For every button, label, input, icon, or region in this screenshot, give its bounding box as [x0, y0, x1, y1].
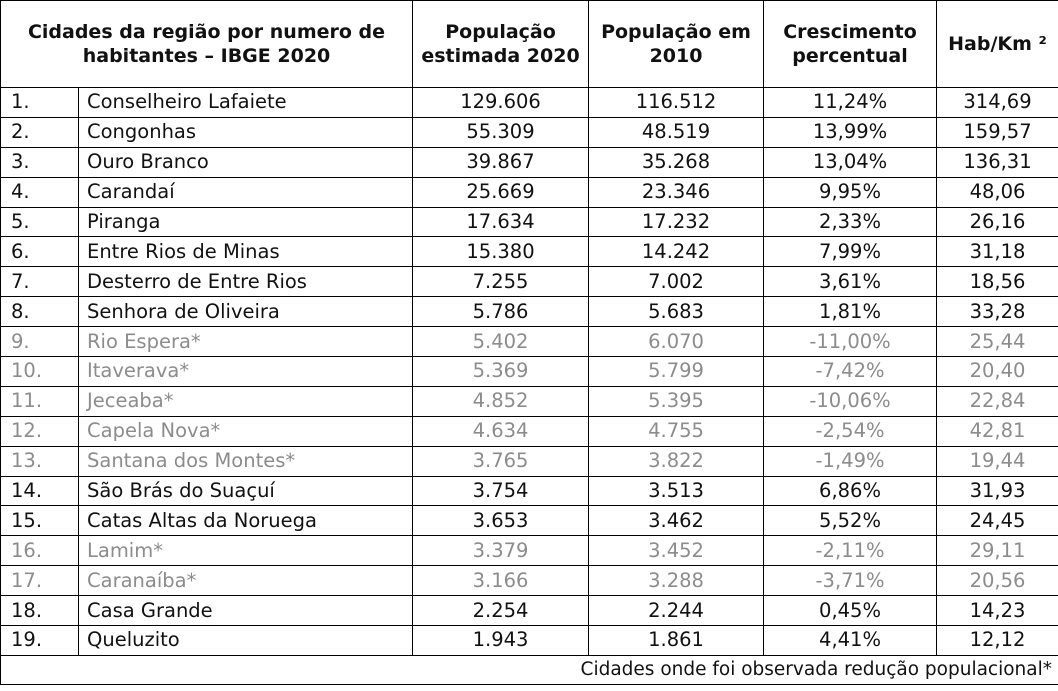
row-pop2020: 4.634 [413, 416, 589, 446]
row-growth: 4,41% [764, 626, 937, 656]
row-growth: 13,04% [764, 147, 937, 177]
table-row [1, 596, 1058, 626]
row-city: Desterro de Entre Rios [79, 267, 413, 297]
row-growth: -7,42% [764, 357, 937, 387]
row-pop2020: 3.379 [413, 536, 589, 566]
row-city: Senhora de Oliveira [79, 297, 413, 327]
table-row [1, 327, 1058, 357]
table-row [1, 147, 1058, 177]
row-city: Catas Altas da Noruega [79, 506, 413, 536]
row-pop2020: 7.255 [413, 267, 589, 297]
row-pop2020: 1.943 [413, 626, 589, 656]
row-pop2010: 48.519 [589, 117, 764, 147]
row-city: Capela Nova* [79, 416, 413, 446]
row-density: 31,18 [937, 237, 1058, 267]
row-pop2020: 55.309 [413, 117, 589, 147]
row-density: 136,31 [937, 147, 1058, 177]
row-city: Itaverava* [79, 357, 413, 387]
table-body [1, 88, 1058, 656]
row-city: Jeceaba* [79, 386, 413, 416]
row-pop2010: 17.232 [589, 207, 764, 237]
table-footer [1, 655, 1058, 684]
row-growth: -10,06% [764, 386, 937, 416]
row-pop2010: 3.513 [589, 476, 764, 506]
row-rank: 19. [1, 626, 79, 656]
row-rank: 8. [1, 297, 79, 327]
row-city: Casa Grande [79, 596, 413, 626]
row-pop2020: 129.606 [413, 88, 589, 118]
row-rank: 15. [1, 506, 79, 536]
row-density: 26,16 [937, 207, 1058, 237]
row-density: 314,69 [937, 88, 1058, 118]
table-header [1, 1, 1058, 88]
row-city: Congonhas [79, 117, 413, 147]
row-growth: -11,00% [764, 327, 937, 357]
row-growth: -3,71% [764, 566, 937, 596]
header-city: Cidades da região por numero de habitantes – IBGE 2020 [1, 1, 413, 88]
row-pop2010: 23.346 [589, 177, 764, 207]
table-row [1, 416, 1058, 446]
row-rank: 12. [1, 416, 79, 446]
row-growth: 6,86% [764, 476, 937, 506]
row-city: Rio Espera* [79, 327, 413, 357]
row-density: 12,12 [937, 626, 1058, 656]
row-density: 48,06 [937, 177, 1058, 207]
row-density: 20,40 [937, 357, 1058, 387]
footnote-row [1, 655, 1058, 684]
row-pop2010: 14.242 [589, 237, 764, 267]
row-pop2010: 4.755 [589, 416, 764, 446]
row-city: Piranga [79, 207, 413, 237]
row-growth: -1,49% [764, 446, 937, 476]
row-rank: 11. [1, 386, 79, 416]
row-rank: 2. [1, 117, 79, 147]
row-pop2010: 3.462 [589, 506, 764, 536]
row-density: 14,23 [937, 596, 1058, 626]
row-city: Conselheiro Lafaiete [79, 88, 413, 118]
row-pop2010: 5.799 [589, 357, 764, 387]
row-pop2010: 5.683 [589, 297, 764, 327]
row-city: Ouro Branco [79, 147, 413, 177]
row-density: 29,11 [937, 536, 1058, 566]
row-pop2010: 3.822 [589, 446, 764, 476]
header-pop2020: População estimada 2020 [413, 1, 589, 88]
row-pop2020: 17.634 [413, 207, 589, 237]
row-density: 25,44 [937, 327, 1058, 357]
table-row [1, 536, 1058, 566]
row-growth: 7,99% [764, 237, 937, 267]
row-pop2020: 3.653 [413, 506, 589, 536]
table-row [1, 626, 1058, 656]
row-growth: -2,54% [764, 416, 937, 446]
row-pop2020: 15.380 [413, 237, 589, 267]
row-density: 159,57 [937, 117, 1058, 147]
row-pop2020: 4.852 [413, 386, 589, 416]
row-growth: 2,33% [764, 207, 937, 237]
row-density: 42,81 [937, 416, 1058, 446]
row-rank: 5. [1, 207, 79, 237]
footnote: Cidades onde foi observada redução populacional* [1, 655, 1058, 684]
row-growth: 1,81% [764, 297, 937, 327]
row-pop2010: 3.288 [589, 566, 764, 596]
table-row [1, 207, 1058, 237]
row-pop2010: 116.512 [589, 88, 764, 118]
row-city: Santana dos Montes* [79, 446, 413, 476]
row-pop2010: 3.452 [589, 536, 764, 566]
table-row [1, 506, 1058, 536]
row-city: Carandaí [79, 177, 413, 207]
row-rank: 9. [1, 327, 79, 357]
table-row [1, 267, 1058, 297]
header-density: Hab/Km ² [937, 1, 1058, 88]
table-row [1, 237, 1058, 267]
row-pop2010: 6.070 [589, 327, 764, 357]
row-growth: 5,52% [764, 506, 937, 536]
row-rank: 6. [1, 237, 79, 267]
row-pop2010: 1.861 [589, 626, 764, 656]
row-growth: 13,99% [764, 117, 937, 147]
row-rank: 3. [1, 147, 79, 177]
table-row [1, 297, 1058, 327]
table-row [1, 566, 1058, 596]
table-row [1, 446, 1058, 476]
table-row [1, 177, 1058, 207]
row-city: São Brás do Suaçuí [79, 476, 413, 506]
header-pop2010: População em 2010 [589, 1, 764, 88]
row-density: 31,93 [937, 476, 1058, 506]
row-growth: 0,45% [764, 596, 937, 626]
table-row [1, 357, 1058, 387]
table-row [1, 386, 1058, 416]
row-density: 33,28 [937, 297, 1058, 327]
row-growth: 9,95% [764, 177, 937, 207]
row-rank: 10. [1, 357, 79, 387]
row-rank: 16. [1, 536, 79, 566]
row-city: Caranaíba* [79, 566, 413, 596]
row-city: Entre Rios de Minas [79, 237, 413, 267]
row-density: 18,56 [937, 267, 1058, 297]
row-pop2020: 5.402 [413, 327, 589, 357]
row-density: 20,56 [937, 566, 1058, 596]
header-growth: Crescimento percentual [764, 1, 937, 88]
row-pop2020: 39.867 [413, 147, 589, 177]
row-pop2020: 5.369 [413, 357, 589, 387]
header-row [1, 1, 1058, 88]
row-growth: 11,24% [764, 88, 937, 118]
row-pop2010: 7.002 [589, 267, 764, 297]
row-city: Queluzito [79, 626, 413, 656]
row-city: Lamim* [79, 536, 413, 566]
row-rank: 1. [1, 88, 79, 118]
row-pop2020: 2.254 [413, 596, 589, 626]
row-pop2020: 3.754 [413, 476, 589, 506]
row-pop2020: 3.166 [413, 566, 589, 596]
row-density: 19,44 [937, 446, 1058, 476]
row-density: 22,84 [937, 386, 1058, 416]
row-pop2010: 2.244 [589, 596, 764, 626]
row-rank: 14. [1, 476, 79, 506]
row-growth: 3,61% [764, 267, 937, 297]
row-pop2010: 35.268 [589, 147, 764, 177]
row-pop2020: 25.669 [413, 177, 589, 207]
row-rank: 7. [1, 267, 79, 297]
row-pop2020: 3.765 [413, 446, 589, 476]
row-growth: -2,11% [764, 536, 937, 566]
row-density: 24,45 [937, 506, 1058, 536]
row-rank: 4. [1, 177, 79, 207]
row-pop2010: 5.395 [589, 386, 764, 416]
row-rank: 13. [1, 446, 79, 476]
row-pop2020: 5.786 [413, 297, 589, 327]
table-row [1, 88, 1058, 118]
row-rank: 17. [1, 566, 79, 596]
table-row [1, 117, 1058, 147]
table-row [1, 476, 1058, 506]
row-rank: 18. [1, 596, 79, 626]
